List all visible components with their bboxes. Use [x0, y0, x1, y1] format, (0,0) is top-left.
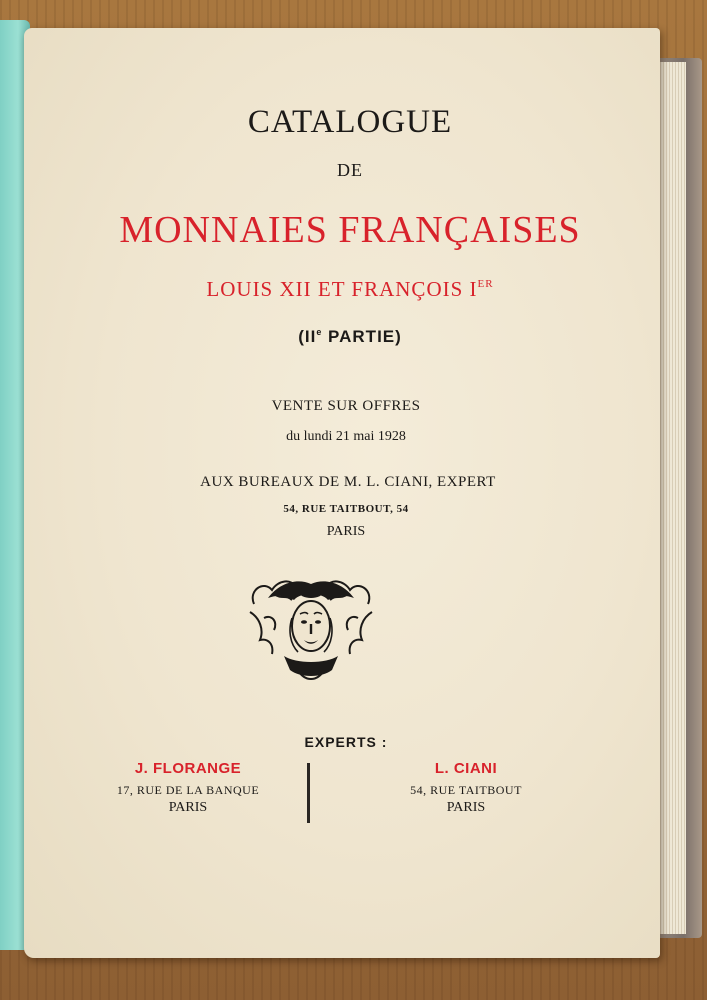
catalogue-title-page [24, 28, 660, 958]
expert-florange-name: J. FLORANGE [134, 760, 242, 777]
subtitle-kings-text: LOUIS XII ET FRANÇOIS I [206, 277, 478, 301]
experts-divider [307, 763, 310, 823]
part-label [32, 327, 668, 347]
experts-label: EXPERTS : [304, 734, 388, 750]
expert-florange-city: PARIS [168, 800, 208, 815]
sale-type: VENTE SUR OFFRES [271, 398, 421, 414]
title-main: MONNAIES FRANÇAISES [119, 209, 581, 251]
subtitle-kings [32, 277, 668, 302]
sale-date: du lundi 21 mai 1928 [286, 429, 406, 444]
expert-florange-address: 17, RUE DE LA BANQUE [116, 783, 260, 797]
sale-address: 54, RUE TAITBOUT, 54 [283, 503, 409, 515]
expert-ciani-city: PARIS [446, 800, 486, 815]
title-catalogue: CATALOGUE [247, 104, 453, 140]
part-label-open: (II [298, 327, 317, 346]
medusa-head-ornament-icon [246, 574, 376, 684]
expert-florange [88, 760, 288, 816]
expert-ciani-address: 54, RUE TAITBOUT [410, 783, 522, 797]
part-label-close: PARTIE) [322, 327, 402, 346]
title-de: DE [337, 160, 363, 180]
subtitle-kings-superscript: ER [477, 278, 494, 290]
sale-city: PARIS [326, 524, 366, 539]
expert-ciani [366, 760, 566, 816]
part-label-superscript: e [316, 327, 323, 337]
sale-place: AUX BUREAUX DE M. L. CIANI, EXPERT [200, 474, 496, 490]
expert-ciani-name: L. CIANI [434, 760, 498, 777]
